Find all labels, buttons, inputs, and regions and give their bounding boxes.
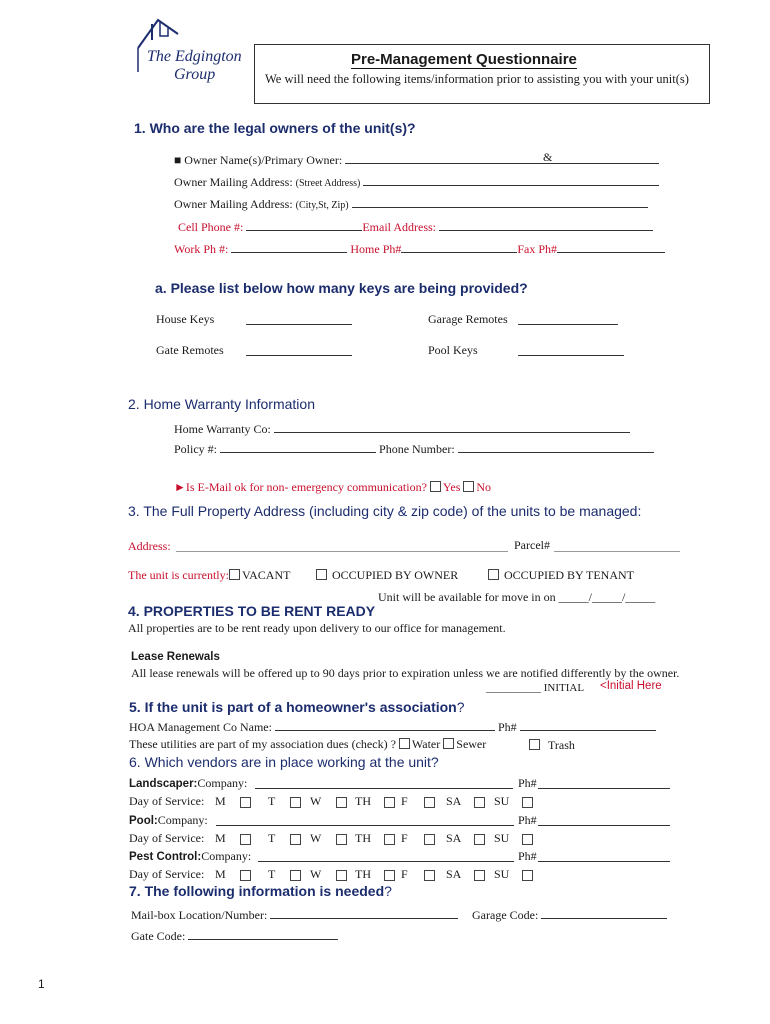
- hoa-name-field[interactable]: [275, 720, 495, 731]
- parcel-field[interactable]: [554, 541, 680, 552]
- owner-occupied-option: [316, 568, 458, 583]
- initial-here-hint: <Initial Here: [600, 680, 662, 692]
- gate-code-field[interactable]: [188, 929, 338, 940]
- section-7-heading-row: [129, 883, 392, 900]
- vendor-company-row: [129, 776, 247, 791]
- vendor-company-field[interactable]: [216, 815, 514, 826]
- day-label: F: [401, 794, 408, 808]
- warranty-phone-label: Phone Number:: [379, 442, 455, 456]
- vendor-company-label: Company:: [197, 776, 248, 790]
- day-checkbox[interactable]: [384, 834, 395, 845]
- day-label: SA: [446, 794, 462, 808]
- mailbox-row: [131, 908, 458, 923]
- garage-remotes-field[interactable]: [518, 314, 618, 325]
- warranty-co-row: [174, 422, 630, 437]
- vendor-label: Pest Control:: [129, 851, 202, 863]
- vendor-company-field[interactable]: [258, 851, 514, 862]
- address-field[interactable]: [176, 541, 508, 552]
- day-of-service-label: Day of Service:: [129, 794, 205, 808]
- water-label: Water: [411, 737, 441, 751]
- owner-ampersand: &: [543, 150, 553, 164]
- day-label: W: [310, 794, 322, 808]
- email-ok-row: [174, 480, 491, 495]
- section-7-heading: 7. The following information is needed: [129, 883, 385, 899]
- policy-row: [174, 442, 654, 457]
- occupancy-label: The unit is currently:: [128, 568, 229, 582]
- email-ok-yes-label: Yes: [442, 480, 461, 494]
- section-6-heading: 6. Which vendors are in place working at the unit?: [129, 754, 439, 770]
- warranty-co-label: Home Warranty Co:: [174, 422, 271, 436]
- gate-code-row: [131, 929, 338, 944]
- house-keys-label: House Keys: [156, 312, 215, 326]
- day-label: T: [268, 831, 276, 845]
- pool-keys-field[interactable]: [518, 345, 624, 356]
- day-checkbox[interactable]: [290, 797, 301, 808]
- day-checkbox[interactable]: [424, 834, 435, 845]
- page-title: Pre-Management Questionnaire: [351, 51, 577, 68]
- day-label: M: [215, 794, 226, 808]
- day-checkbox[interactable]: [474, 834, 485, 845]
- trash-option: [529, 738, 575, 753]
- parcel-label: Parcel#: [514, 538, 550, 552]
- warranty-phone-field[interactable]: [458, 442, 654, 453]
- vendor-company-label: Company:: [157, 813, 208, 827]
- lease-renewals-text: All lease renewals will be offered up to 90 days prior to expiration unless we are notified differently by the owner.: [131, 666, 680, 680]
- water-checkbox[interactable]: [399, 738, 410, 749]
- mailing-city-field[interactable]: [352, 197, 648, 208]
- house-keys-field[interactable]: [246, 314, 352, 325]
- day-of-service-label: Day of Service:: [129, 831, 205, 845]
- email-ok-no-label: No: [476, 480, 492, 494]
- day-checkbox[interactable]: [384, 797, 395, 808]
- section-5-heading-row: [129, 699, 465, 716]
- hoa-phone-field[interactable]: [520, 720, 656, 731]
- owner-label: ■ Owner Name(s)/Primary Owner:: [174, 153, 343, 167]
- vendor-phone-label: Ph#: [518, 849, 537, 863]
- company-logo: [130, 14, 250, 84]
- page-number: 1: [38, 977, 45, 991]
- hoa-name-label: HOA Management Co Name:: [129, 720, 272, 734]
- day-checkbox[interactable]: [240, 834, 251, 845]
- mailbox-label: Mail-box Location/Number:: [131, 908, 268, 922]
- section-3-heading: 3. The Full Property Address (including city & zip code) of the units to be managed:: [128, 503, 642, 519]
- mailing-street-hint: (Street Address): [295, 178, 361, 189]
- policy-label: Policy #:: [174, 442, 218, 456]
- day-checkbox[interactable]: [424, 797, 435, 808]
- email-field[interactable]: [439, 220, 653, 231]
- day-label: SU: [494, 831, 510, 845]
- warranty-co-field[interactable]: [274, 422, 630, 433]
- hoa-phone-label: Ph#: [497, 720, 517, 734]
- day-label: TH: [355, 831, 371, 845]
- day-label: T: [268, 794, 276, 808]
- mailing-city-label: Owner Mailing Address:: [174, 197, 293, 211]
- mailing-street-label: Owner Mailing Address:: [174, 175, 293, 189]
- trash-checkbox[interactable]: [529, 739, 540, 750]
- mailbox-field[interactable]: [270, 908, 458, 919]
- email-ok-question: ►Is E-Mail ok for non- emergency communication?: [174, 480, 427, 494]
- occupied-tenant-label: OCCUPIED BY TENANT: [504, 568, 635, 582]
- pool-keys-label: Pool Keys: [428, 343, 478, 357]
- garage-code-label: Garage Code:: [472, 908, 539, 922]
- owner-name-field[interactable]: [345, 153, 659, 164]
- logo-line1: The Edgington: [147, 48, 242, 65]
- day-checkbox[interactable]: [522, 870, 533, 881]
- page-subtitle: We will need the following items/information prior to assisting you with your unit(s): [265, 72, 689, 86]
- title-box: [254, 44, 710, 104]
- email-label: Email Address:: [362, 220, 437, 234]
- rent-ready-text: All properties are to be rent ready upon delivery to our office for management.: [128, 621, 506, 635]
- section-5-qmark: ?: [456, 699, 465, 715]
- email-ok-no-checkbox[interactable]: [463, 481, 474, 492]
- vendor-company-label: Company:: [201, 849, 252, 863]
- initial-field[interactable]: __________ INITIAL: [486, 682, 585, 694]
- day-checkbox[interactable]: [240, 797, 251, 808]
- day-checkbox[interactable]: [384, 870, 395, 881]
- logo-line2: Group: [174, 66, 216, 83]
- day-label: TH: [355, 794, 371, 808]
- day-checkbox[interactable]: [290, 834, 301, 845]
- garage-remotes-label: Garage Remotes: [428, 312, 508, 326]
- sewer-label: Sewer: [456, 737, 487, 751]
- day-of-service-label: Day of Service:: [129, 867, 205, 881]
- mailing-street-field[interactable]: [363, 175, 659, 186]
- gate-code-label: Gate Code:: [131, 929, 186, 943]
- garage-code-field[interactable]: [541, 908, 667, 919]
- gate-remotes-label: Gate Remotes: [156, 343, 224, 357]
- vendor-phone-field[interactable]: [538, 851, 670, 862]
- vacant-checkbox[interactable]: [229, 569, 240, 580]
- hoa-row: [129, 720, 656, 735]
- mailing-city-row: [174, 197, 648, 212]
- day-label: SU: [494, 794, 510, 808]
- trash-label: Trash: [548, 738, 575, 752]
- email-ok-yes-checkbox[interactable]: [430, 481, 441, 492]
- gate-remotes-field[interactable]: [246, 345, 352, 356]
- policy-field[interactable]: [220, 442, 376, 453]
- cell-row: [178, 220, 653, 235]
- move-in-date-field[interactable]: Unit will be available for move in on _____/_____/_____: [378, 590, 656, 604]
- day-label: F: [401, 831, 408, 845]
- vendor-company-field[interactable]: [255, 778, 513, 789]
- home-label: Home Ph#: [350, 242, 402, 256]
- utilities-row: [129, 737, 486, 752]
- day-label: T: [268, 867, 276, 881]
- vendor-phone-field[interactable]: [538, 778, 670, 789]
- tenant-occupied-option: [488, 568, 634, 583]
- section-1a-heading: a. Please list below how many keys are being provided?: [155, 280, 528, 296]
- occupied-owner-checkbox[interactable]: [316, 569, 327, 580]
- garage-code-row: [472, 908, 667, 923]
- vacant-label: VACANT: [241, 568, 291, 582]
- day-label: SA: [446, 867, 462, 881]
- vendor-label: Landscaper:: [129, 778, 198, 790]
- cell-field[interactable]: [246, 220, 362, 231]
- occupied-tenant-checkbox[interactable]: [488, 569, 499, 580]
- day-label: W: [310, 831, 322, 845]
- day-checkbox[interactable]: [474, 797, 485, 808]
- owner-row: [174, 153, 659, 168]
- fax-label: Fax Ph#: [517, 242, 558, 256]
- mailing-city-hint: (City,St, Zip): [295, 200, 349, 211]
- day-label: F: [401, 867, 408, 881]
- day-checkbox[interactable]: [336, 797, 347, 808]
- address-label: Address:: [128, 539, 171, 553]
- occupancy-row: [128, 568, 290, 583]
- day-checkbox[interactable]: [424, 870, 435, 881]
- day-checkbox[interactable]: [474, 870, 485, 881]
- occupied-owner-label: OCCUPIED BY OWNER: [332, 568, 459, 582]
- cell-label: Cell Phone #:: [178, 220, 244, 234]
- vendor-phone-label: Ph#: [518, 813, 537, 827]
- home-field[interactable]: [401, 242, 517, 253]
- day-checkbox[interactable]: [240, 870, 251, 881]
- day-label: W: [310, 867, 322, 881]
- lease-renewals-heading: Lease Renewals: [131, 651, 220, 663]
- day-checkbox[interactable]: [336, 870, 347, 881]
- day-label: SU: [494, 867, 510, 881]
- day-checkbox[interactable]: [290, 870, 301, 881]
- work-label: Work Ph #:: [174, 242, 229, 256]
- utilities-question: These utilities are part of my association dues (check) ?: [129, 737, 396, 751]
- section-2-heading: 2. Home Warranty Information: [128, 396, 315, 412]
- vendor-phone-field[interactable]: [538, 815, 670, 826]
- work-row: [174, 242, 665, 257]
- day-label: M: [215, 831, 226, 845]
- section-4-heading: 4. PROPERTIES TO BE RENT READY: [128, 603, 376, 619]
- vendor-phone-label: Ph#: [518, 776, 537, 790]
- day-checkbox[interactable]: [522, 834, 533, 845]
- vendor-label: Pool:: [129, 815, 158, 827]
- section-7-qmark: ?: [384, 883, 392, 899]
- day-label: TH: [355, 867, 371, 881]
- vendor-company-row: [129, 849, 251, 864]
- vendor-company-row: [129, 813, 208, 828]
- fax-field[interactable]: [557, 242, 665, 253]
- section-1-heading: 1. Who are the legal owners of the unit(s)?: [134, 120, 416, 136]
- section-5-heading: 5. If the unit is part of a homeowner's association: [129, 699, 457, 715]
- day-label: M: [215, 867, 226, 881]
- mailing-street-row: [174, 175, 659, 190]
- day-checkbox[interactable]: [336, 834, 347, 845]
- day-checkbox[interactable]: [522, 797, 533, 808]
- work-field[interactable]: [231, 242, 347, 253]
- sewer-checkbox[interactable]: [443, 738, 454, 749]
- day-label: SA: [446, 831, 462, 845]
